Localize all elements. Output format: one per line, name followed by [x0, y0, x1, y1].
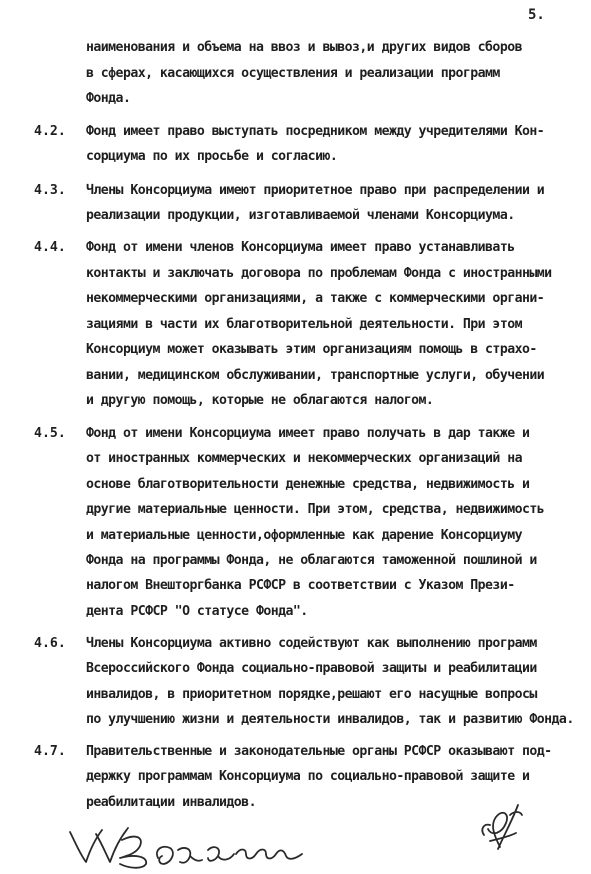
- text-line: реализации продукции, изготавливаемой членами Консорциума.: [86, 208, 515, 223]
- text-line: Члены Консорциума активно содействуют как выполнению программ: [86, 636, 537, 651]
- text-line: и другую помощь, которые не облагаются налогом.: [86, 393, 434, 408]
- text-line: зациями в части их благотворительной деятельности. При этом: [86, 317, 522, 332]
- handwritten-signature-left: [62, 820, 312, 874]
- text-line: Фонда на программы Фонда, не облагаются таможенной пошлиной и: [86, 553, 537, 568]
- text-line: контакты и заключать договора по проблемам Фонда с иностранными: [86, 266, 552, 281]
- text-line: Фонда.: [86, 91, 131, 106]
- section-number: 4.3.: [34, 183, 66, 198]
- section-number: 4.5.: [34, 426, 66, 441]
- text-line: некоммерческими организациями, а также с коммерческими органи-: [86, 291, 545, 306]
- text-line: основе благотворительности денежные средства, недвижимость и: [86, 477, 530, 492]
- text-line: наименования и объема на ввоз и вывоз,и других видов сборов: [86, 40, 522, 55]
- text-line: Фонд от имени Консорциума имеет право получать в дар также и: [86, 426, 530, 441]
- page-number: 5.: [528, 7, 545, 23]
- text-line: и материальные ценности,оформленные как дарение Консорциуму: [86, 528, 522, 543]
- text-line: вании, медицинском обслуживании, транспортные услуги, обучении: [86, 368, 545, 383]
- text-line: в сферах, касающихся осуществления и реализации программ: [86, 66, 500, 81]
- text-line: Члены Консорциума имеют приоритетное право при распределении и: [86, 183, 545, 198]
- text-line: Фонд имеет право выступать посредником между учредителями Кон-: [86, 124, 545, 139]
- section-number: 4.2.: [34, 124, 66, 139]
- text-line: по улучшению жизни и деятельности инвалидов, так и развитию Фонда.: [86, 712, 574, 727]
- text-line: налогом Внешторгбанка РСФСР в соответствии с Указом Прези-: [86, 578, 515, 593]
- section-number: 4.7.: [34, 744, 66, 759]
- text-line: Консорциум может оказывать этим организациям помощь в страхо-: [86, 342, 537, 357]
- text-line: инвалидов, в приоритетном порядке,решают его насущные вопросы: [86, 687, 537, 702]
- handwritten-signature-right: [470, 795, 530, 855]
- text-line: держку программам Консорциума по социально-правовой защите и: [86, 769, 530, 784]
- text-line: Правительственные и законодательные органы РСФСР оказывают под-: [86, 744, 552, 759]
- text-line: от иностранных коммерческих и некоммерческих организаций на: [86, 451, 522, 466]
- section-number: 4.6.: [34, 636, 66, 651]
- text-line: реабилитации инвалидов.: [86, 795, 256, 810]
- text-line: Фонд от имени членов Консорциума имеет право устанавливать: [86, 240, 515, 255]
- text-line: другие материальные ценности. При этом, средства, недвижимость: [86, 502, 545, 517]
- text-line: Всероссийского Фонда социально-правовой защиты и реабилитации: [86, 661, 537, 676]
- section-number: 4.4.: [34, 240, 66, 255]
- text-line: дента РСФСР "О статусе Фонда".: [86, 604, 308, 619]
- text-line: сорциума по их просьбе и согласию.: [86, 149, 338, 164]
